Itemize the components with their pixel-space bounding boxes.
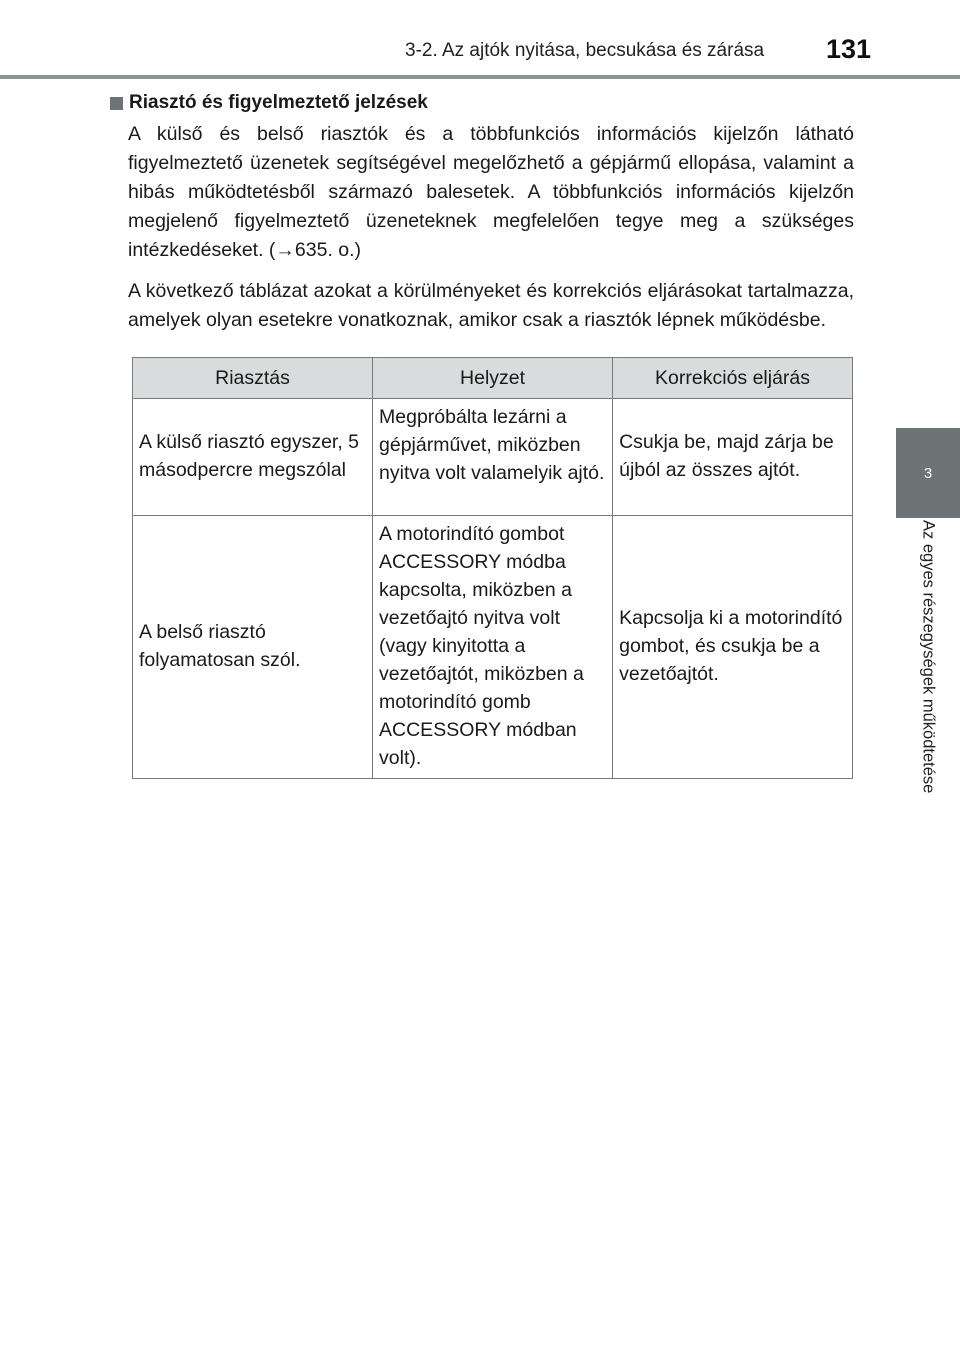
- chapter-number: 3: [923, 464, 933, 482]
- square-bullet-icon: [110, 97, 123, 110]
- chapter-label: [898, 520, 958, 860]
- paragraph-table-intro: A következő táblázat azokat a körülményeket és korrekciós eljárásokat tartalmazza, amelyek olyan esetekre vonatkoznak, amikor csak a riasztók lépnek működésbe.: [128, 280, 854, 331]
- alarm-table: [132, 357, 853, 779]
- table-cell: A motorindító gombot ACCESSORY módba kapcsolta, miközben a vezetőajtó nyitva volt (vagy kinyitotta a vezetőajtót, miközben a motorindító gomb ACCESSORY módban volt).: [373, 516, 613, 779]
- chapter-label-text: Az egyes részegységek működtetése: [919, 520, 938, 794]
- page-number: 131: [826, 34, 872, 64]
- header-title: 3-2. Az ajtók nyitása, becsukása és zárása: [405, 40, 765, 61]
- header-divider: [0, 75, 960, 79]
- table-cell: A belső riasztó folyamatosan szól.: [133, 516, 373, 779]
- paragraph-intro: A külső és belső riasztók és a többfunkciós információs kijelzőn látható figyelmeztető üzenetek segítségével megelőzhető a gépjármű ellopása, valamint a hibás működtetésből származó balesetek. A többfunkciós információs kijelzőn megjelenő figyelmeztető üzeneteknek megfelelően tegye meg a szükséges intézkedéseket. (→635. o.): [128, 123, 854, 261]
- table-row: [133, 516, 853, 779]
- column-header-correction: Korrekciós eljárás: [613, 358, 853, 399]
- section-heading-text: Riasztó és figyelmeztető jelzések: [129, 92, 428, 113]
- column-header-alarm: Riasztás: [133, 358, 373, 399]
- table-row: [133, 399, 853, 516]
- section-heading: [110, 92, 854, 114]
- column-header-situation: Helyzet: [373, 358, 613, 399]
- table-cell: A külső riasztó egyszer, 5 másodpercre megszólal: [133, 399, 373, 516]
- table-cell: Kapcsolja ki a motorindító gombot, és csukja be a vezetőajtót.: [613, 516, 853, 779]
- table-header-row: [133, 358, 853, 399]
- main-content: [110, 92, 854, 347]
- table-cell: Megpróbálta lezárni a gépjárművet, miközben nyitva volt valamelyik ajtó.: [373, 399, 613, 516]
- table-cell: Csukja be, majd zárja be újból az összes ajtót.: [613, 399, 853, 516]
- chapter-tab[interactable]: [896, 428, 960, 518]
